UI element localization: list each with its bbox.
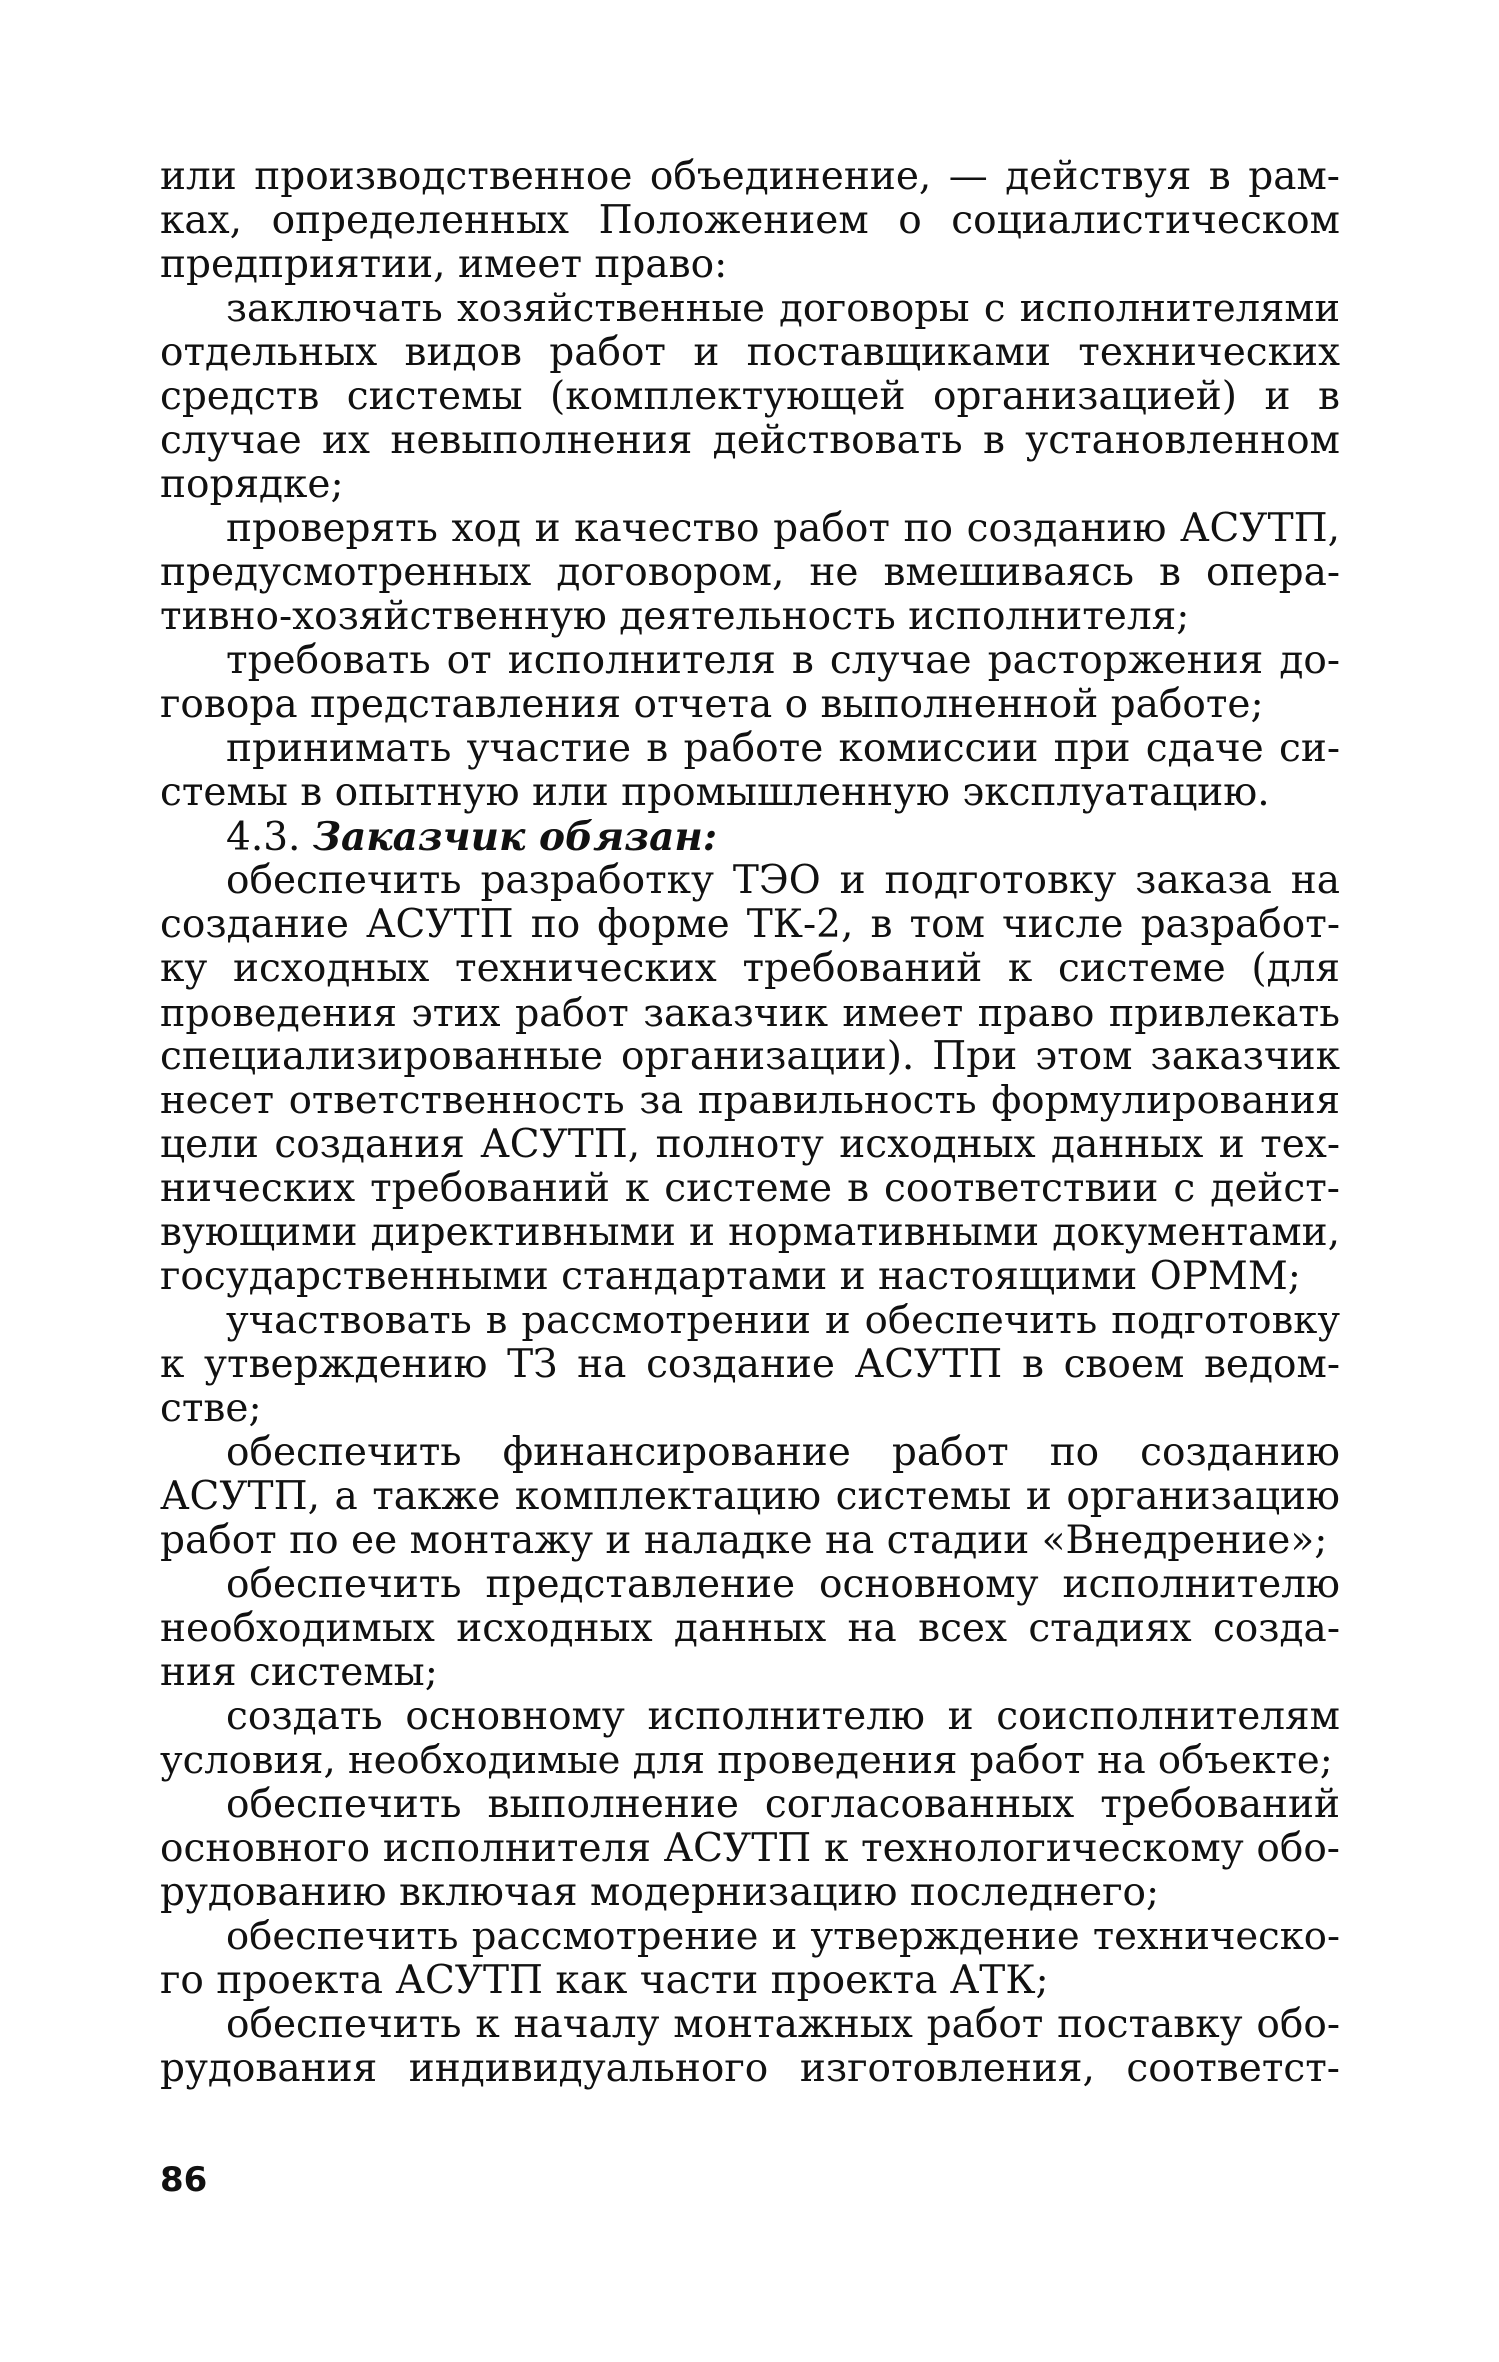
text-line: средств системы (комплектующей организацией) и в: [160, 374, 1340, 419]
section-number: 4.3.: [226, 815, 301, 860]
text-line: вующими директивными и нормативными документами,: [160, 1210, 1340, 1255]
text-line: государственными стандартами и настоящими ОРММ;: [160, 1254, 1301, 1299]
text-line: говора представления отчета о выполненной работе;: [160, 682, 1264, 727]
text-line: заключать хозяйственные договоры с исполнителями: [226, 286, 1340, 331]
text-line: случае их невыполнения действовать в установленном: [160, 418, 1340, 463]
text-line: ния системы;: [160, 1650, 438, 1695]
page-number: 86: [160, 2160, 208, 2200]
text-line: рудования индивидуального изготовления, соответст-: [160, 2046, 1340, 2091]
text-line: отдельных видов работ и поставщиками технических: [160, 330, 1340, 375]
text-line: порядке;: [160, 462, 344, 507]
text-line: стве;: [160, 1386, 262, 1431]
text-line: участвовать в рассмотрении и обеспечить подготовку: [226, 1298, 1340, 1343]
section-heading: [160, 815, 1340, 859]
page-text: [160, 155, 1340, 2091]
text-line: к утверждению ТЗ на создание АСУТП в своем ведом-: [160, 1342, 1340, 1387]
text-line: рудованию включая модернизацию последнего;: [160, 1870, 1160, 1915]
text-line: обеспечить представление основному исполнителю: [226, 1562, 1340, 1607]
text-line: предусмотренных договором, не вмешиваясь в опера-: [160, 550, 1340, 595]
text-line: принимать участие в работе комиссии при сдаче си-: [226, 726, 1340, 771]
text-line: специализированные организации). При этом заказчик: [160, 1034, 1340, 1079]
text-line: обеспечить выполнение согласованных требований: [226, 1782, 1340, 1827]
text-line: АСУТП, а также комплектацию системы и организацию: [160, 1474, 1340, 1519]
text-line: проверять ход и качество работ по созданию АСУТП,: [226, 506, 1340, 551]
text-line: обеспечить финансирование работ по созданию: [226, 1430, 1340, 1475]
text-line: обеспечить разработку ТЭО и подготовку заказа на: [226, 858, 1340, 903]
text-line: или производственное объединение, — действуя в рам-: [160, 154, 1340, 199]
text-line: стемы в опытную или промышленную эксплуатацию.: [160, 770, 1270, 815]
text-line: обеспечить к началу монтажных работ поставку обо-: [226, 2002, 1340, 2047]
text-line: основного исполнителя АСУТП к технологическому обо-: [160, 1826, 1340, 1871]
text-line: создать основному исполнителю и соисполнителям: [226, 1694, 1340, 1739]
text-line: необходимых исходных данных на всех стадиях созда-: [160, 1606, 1340, 1651]
text-line: несет ответственность за правильность формулирования: [160, 1078, 1340, 1123]
text-line: требовать от исполнителя в случае расторжения до-: [226, 638, 1340, 683]
text-line: го проекта АСУТП как части проекта АТК;: [160, 1958, 1049, 2003]
text-line: условия, необходимые для проведения работ на объекте;: [160, 1738, 1333, 1783]
text-line: тивно-хозяйственную деятельность исполнителя;: [160, 594, 1190, 639]
text-line: нических требований к системе в соответствии с дейст-: [160, 1166, 1340, 1211]
section-title: Заказчик обязан:: [312, 814, 718, 860]
text-line: предприятии, имеет право:: [160, 242, 728, 287]
text-line: работ по ее монтажу и наладке на стадии «Внедрение»;: [160, 1518, 1328, 1563]
text-line: ках, определенных Положением о социалистическом: [160, 198, 1340, 243]
text-line: создание АСУТП по форме ТК-2, в том числе разработ-: [160, 902, 1340, 947]
text-line: проведения этих работ заказчик имеет право привлекать: [160, 991, 1340, 1035]
text-line: цели создания АСУТП, полноту исходных данных и тех-: [160, 1122, 1340, 1167]
text-line: ку исходных технических требований к системе (для: [160, 946, 1340, 991]
text-line: обеспечить рассмотрение и утверждение техническо-: [226, 1914, 1340, 1959]
